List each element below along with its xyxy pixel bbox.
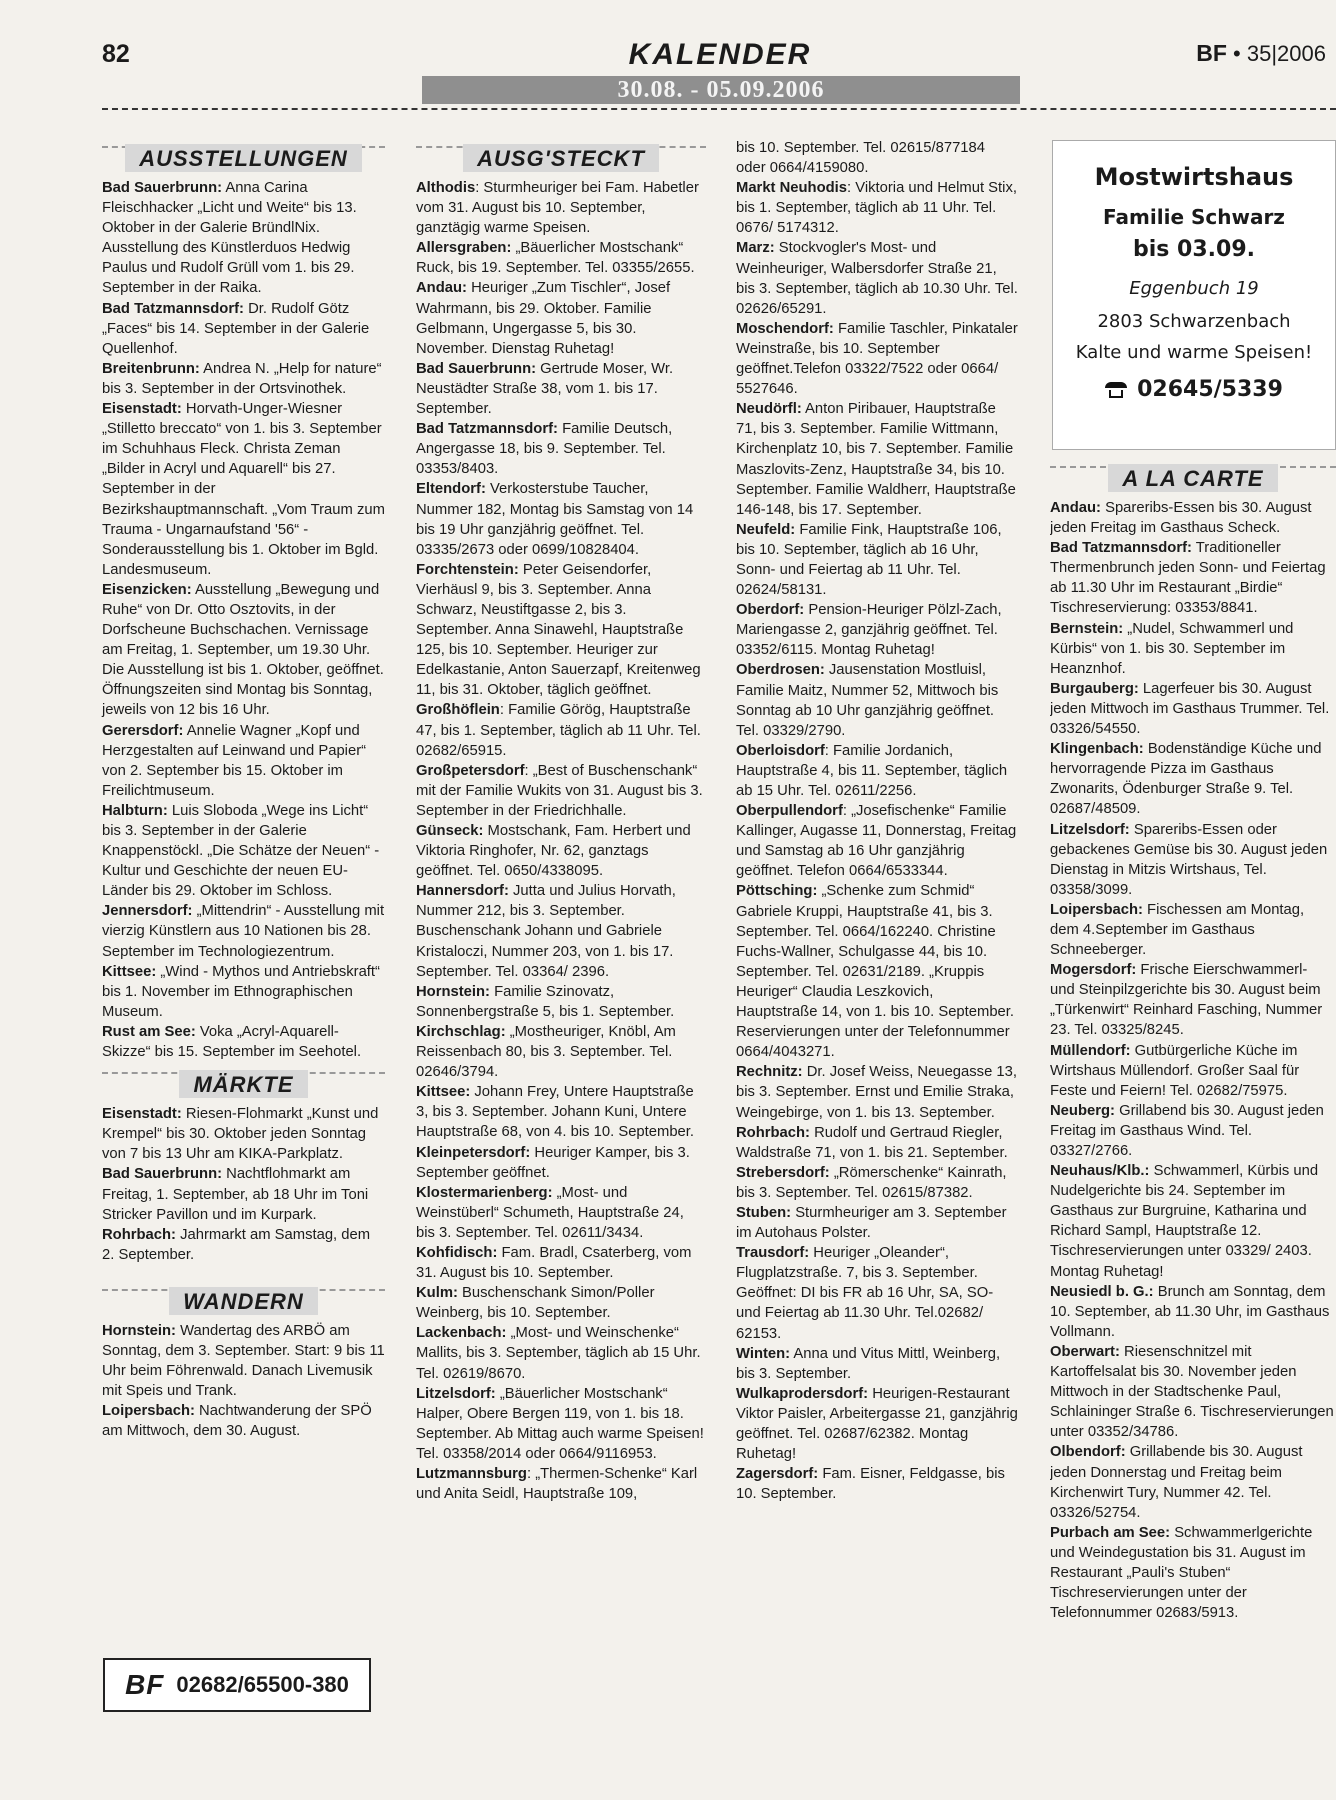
ausgsteckt-list bbox=[416, 178, 706, 1504]
list-item: Günseck: Mostschank, Fam. Herbert und Viktoria Ringhofer, Nr. 62, ganztags geöffnet. Tel. 0650/4338095. bbox=[416, 823, 691, 880]
list-item: Bad Tatzmannsdorf: Traditioneller Thermenbrunch jeden Sonn- und Feiertag ab 11.30 Uhr im Restaurant „Birdie“ Tischreservierung: 03353/8841. bbox=[1050, 540, 1326, 617]
list-item: Oberwart: Riesenschnitzel mit Kartoffelsalat bis 30. November jeden Mittwoch in der Stadtschenke Paul, Schlaininger Straße 6. Tischreservierungen unter 03352/34786. bbox=[1050, 1343, 1334, 1441]
list-item: Neuberg: Grillabend bis 30. August jeden Freitag im Gasthaus Wind. Tel. 03327/2766. bbox=[1050, 1102, 1324, 1159]
list-item: Hornstein: Familie Szinovatz, Sonnenbergstraße 5, bis 1. September. bbox=[416, 983, 675, 1020]
list-item: Kohfidisch: Fam. Bradl, Csaterberg, vom 31. August bis 10. September. bbox=[416, 1244, 692, 1282]
list-item: Bad Tatzmannsdorf: Dr. Rudolf Götz „Faces“ bis 14. September in der Galerie Quellenhof. bbox=[102, 300, 370, 357]
list-item: Loipersbach: Fischessen am Montag, dem 4.September im Gasthaus Schneeberger. bbox=[1050, 901, 1305, 959]
section-title-ausgsteckt: AUSG'STECKT bbox=[416, 144, 706, 174]
list-item: Purbach am See: Schwammerlgerichte und Weindegustation bis 31. August im Restaurant „Pauli's Stuben“ Tischreservierungen unter der Telefonnummer 02683/5913. bbox=[1050, 1524, 1313, 1622]
list-item: Halbturn: Luis Sloboda „Wege ins Licht“ bis 3. September in der Galerie Knappenstöckl. „Die Schätze der Neuen“ - Kultur und Geschichte der neuen EU-Länder bis 29. Oktober im Schloss. bbox=[102, 802, 380, 900]
list-item: Bad Sauerbrunn: Gertrude Moser, Wr. Neustädter Straße 38, vom 1. bis 17. September. bbox=[416, 360, 674, 418]
ausgsteckt-list-continued bbox=[736, 138, 1018, 1504]
ad-street: Eggenbuch 19 bbox=[1129, 278, 1259, 299]
ad-town: 2803 Schwarzenbach bbox=[1097, 311, 1291, 332]
ad-date: bis 03.09. bbox=[1133, 237, 1255, 262]
list-item: Bad Sauerbrunn: Anna Carina Fleischhacker „Licht und Weite“ bis 13. Oktober in der Galerie BründlNix. Ausstellung des Künstlerduos Hedwig Paulus und Rudolf Grüll vom 1. bis 29. September in der Raika. bbox=[102, 180, 357, 297]
list-item: Eisenstadt: Riesen-Flohmarkt „Kunst und Krempel“ bis 30. Oktober jeden Sonntag von 7 bis 13 Uhr am KIKA-Parkplatz. bbox=[102, 1106, 379, 1163]
list-item: Bad Tatzmannsdorf: Familie Deutsch, Angergasse 18, bis 9. September. Tel. 03353/8403. bbox=[416, 421, 673, 478]
bf-phone-number: 02682/65500-380 bbox=[176, 1672, 349, 1697]
list-item: Neusiedl b. G.: Brunch am Sonntag, dem 10. September, ab 11.30 Uhr, im Gasthaus Vollmann. bbox=[1050, 1283, 1330, 1340]
page-title: KALENDER bbox=[628, 38, 812, 71]
ausstellungen-list bbox=[102, 178, 385, 1062]
section-title-ausstellungen: AUSSTELLUNGEN bbox=[102, 144, 385, 174]
list-item: Marz: Stockvogler's Most- und Weinheuriger, Walbersdorfer Straße 21, bis 3. September, täglich ab 10.30 Uhr. Tel. 02626/65291. bbox=[736, 240, 1018, 317]
list-item: Forchtenstein: Peter Geisendorfer, Vierhäusl 9, bis 3. September. Anna Schwarz, Neustiftgasse 2, bis 3. September. Anna Sinawehl, Hauptstraße 125, bis 10. September. Heuriger zur Edelkastanie, Anton Sauerzapf, Kreitenweg 11, bis 31. Oktober, täglich geöffnet. bbox=[416, 561, 701, 699]
list-item: Klostermarienberg: „Most- und Weinstüberl“ Schumeth, Hauptstraße 24, bis 3. September. Tel. 02611/3434. bbox=[416, 1184, 684, 1241]
list-item: Neudörfl: Anton Piribauer, Hauptstraße 71, bis 3. September. Familie Wittmann, Kirchenplatz 10, bis 7. September. Familie Maszlovits-Zenz, Hauptstraße 34, bis 10. September. Familie Waldherr, Hauptstraße 146-148, bis 17. September. bbox=[736, 401, 1016, 518]
list-item: bis 10. September. Tel. 02615/877184 oder 0664/4159080. bbox=[736, 140, 985, 177]
list-item: Rust am See: Voka „Acryl-Aquarell-Skizze“ bis 15. September im Seehotel. bbox=[102, 1023, 362, 1061]
list-item: Wulkaprodersdorf: Heurigen-Restaurant Viktor Paisler, Arbeitergasse 21, ganzjährig geöffnet. Tel. 02687/62382. Montag Ruhetag! bbox=[736, 1385, 1018, 1463]
list-item: Stuben: Sturmheuriger am 3. September im Autohaus Polster. bbox=[736, 1204, 1007, 1242]
column-4 bbox=[1050, 136, 1336, 1776]
ad-title: Mostwirtshaus bbox=[1094, 163, 1294, 191]
list-item: Winten: Anna und Vitus Mittl, Weinberg, bis 3. September. bbox=[736, 1345, 1001, 1382]
wandern-list bbox=[102, 1321, 385, 1442]
list-item: Klingenbach: Bodenständige Küche und hervorragende Pizza im Gasthaus Zwonarits, Ödenburger Straße 9. Tel. 02687/48509. bbox=[1050, 741, 1322, 818]
list-item: Lutzmannsburg: „Thermen-Schenke“ Karl und Anita Seidl, Hauptstraße 109, bbox=[416, 1466, 698, 1503]
list-item: Bernstein: „Nudel, Schwammerl und Kürbis“ von 1. bis 30. September im Heanznhof. bbox=[1050, 620, 1294, 677]
list-item: Neufeld: Familie Fink, Hauptstraße 106, bis 10. September, täglich ab 16 Uhr, Sonn- und Feiertag ab 11 Uhr. Tel. 02624/58131. bbox=[736, 521, 1002, 599]
list-item: Kittsee: „Wind - Mythos und Antriebskraft“ bis 1. November im Ethnographischen Museum. bbox=[102, 963, 380, 1020]
list-item: Oberpullendorf: „Josefischenke“ Familie Kallinger, Augasse 11, Donnerstag, Freitag und Samstag ab 16 Uhr ganzjährig geöffnet. Telefon 0664/6533344. bbox=[736, 803, 1017, 880]
publication-logo: BF bbox=[1196, 40, 1227, 66]
list-item: Hornstein: Wandertag des ARBÖ am Sonntag, dem 3. September. Start: 9 bis 11 Uhr beim Föhrenwald. Danach Livemusik mit Speis und Trank. bbox=[102, 1322, 385, 1400]
list-item: Pöttsching: „Schenke zum Schmid“ Gabriele Kruppi, Hauptstraße 41, bis 3. September. Tel. 0664/162240. Christine Fuchs-Wallner, Schulgasse 44, bis 10. September. Tel. 02631/2189. „Kruppis Heuriger“ Claudia Leszkovich, Hauptstraße 14, von 1. bis 10. September. Reservierungen unter der Telefonnummer 0664/4043271. bbox=[736, 883, 1015, 1061]
date-range-band: 30.08. - 05.09.2006 bbox=[422, 76, 1020, 104]
list-item: Großpetersdorf: „Best of Buschenschank“ mit der Familie Wukits von 31. August bis 3. September in der Friedrichhalle. bbox=[416, 762, 703, 819]
a-la-carte-section bbox=[1050, 456, 1336, 1623]
ad-food: Kalte und warme Speisen! bbox=[1075, 342, 1313, 363]
column-1 bbox=[102, 136, 385, 1441]
list-item: Hannersdorf: Jutta und Julius Horvath, Nummer 212, bis 3. September. Buschenschank Johann und Gabriele Kristaloczi, Nummer 203, von 1. bis 17. September. Tel. 03364/ 2396. bbox=[416, 883, 676, 980]
list-item: Kleinpetersdorf: Heuriger Kamper, bis 3. September geöffnet. bbox=[416, 1144, 690, 1181]
list-item: Müllendorf: Gutbürgerliche Küche im Wirtshaus Müllendorf. Großer Saal für Feste und Feiern! Tel. 02682/75975. bbox=[1050, 1042, 1300, 1099]
list-item: Oberdorf: Pension-Heuriger Pölzl-Zach, Mariengasse 2, ganzjährig geöffnet. Tel. 03352/6115. Montag Ruhetag! bbox=[736, 602, 1002, 659]
section-title-a-la-carte: A LA CARTE bbox=[1050, 464, 1336, 494]
list-item: Zagersdorf: Fam. Eisner, Feldgasse, bis 10. September. bbox=[736, 1466, 1005, 1503]
ad-phone: 02645/5339 bbox=[1137, 377, 1283, 402]
list-item: Jennersdorf: „Mittendrin“ - Ausstellung mit vierzig Künstlern aus 10 Nationen bis 28. September im Technologiezentrum. bbox=[102, 903, 385, 960]
list-item: Oberdrosen: Jausenstation Mostluisl, Familie Maitz, Nummer 52, Mittwoch bis Sonntag ab 10 Uhr ganzjährig geöffnet. Tel. 03329/2790. bbox=[736, 662, 999, 739]
section-title-maerkte: MÄRKTE bbox=[102, 1070, 385, 1100]
list-item: Mogersdorf: Frische Eierschwammerl- und Steinpilzgerichte bis 30. August beim „Türkenwirt“ Reinhard Fasching, Nummer 23. Tel. 03325/8245. bbox=[1050, 962, 1323, 1039]
list-item: Eisenzicken: Ausstellung „Bewegung und Ruhe“ von Dr. Otto Osztovits, in der Dorfscheune Buchschachen. Vernissage am Freitag, 1. September, um 19.30 Uhr. Die Ausstellung ist bis 1. Oktober, geöffnet. Öffnungszeiten sind Montag bis Sonntag, jeweils von 12 bis 16 Uhr. bbox=[102, 581, 384, 719]
bf-contact-box bbox=[103, 1658, 371, 1712]
list-item: Loipersbach: Nachtwanderung der SPÖ am Mittwoch, dem 30. August. bbox=[102, 1403, 372, 1440]
bf-logo: BF bbox=[125, 1669, 165, 1700]
list-item: Trausdorf: Heuriger „Oleander“, Flugplatzstraße. 7, bis 3. September. Geöffnet: DI bis FR ab 16 Uhr, SA, SO- und Feiertag ab 11.30 Uhr. Tel.02682/ 62153. bbox=[736, 1245, 994, 1342]
list-item: Eltendorf: Verkosterstube Taucher, Nummer 182, Montag bis Samstag von 14 bis 19 Uhr ganzjährig geöffnet. Tel. 03335/2673 oder 0699/10828404. bbox=[416, 481, 694, 558]
list-item: Rechnitz: Dr. Josef Weiss, Neuegasse 13, bis 3. September. Ernst und Emilie Straka, Weingebirge, von 1. bis 13. September. bbox=[736, 1064, 1017, 1121]
list-item: Rohrbach: Jahrmarkt am Samstag, dem 2. September. bbox=[102, 1226, 371, 1263]
maerkte-list bbox=[102, 1104, 385, 1265]
header-divider bbox=[102, 108, 1336, 110]
list-item: Lackenbach: „Most- und Weinschenke“ Mallits, bis 3. September, täglich ab 15 Uhr. Tel. 02619/8670. bbox=[416, 1325, 701, 1382]
list-item: Strebersdorf: „Römerschenke“ Kainrath, bis 3. September. Tel. 02615/87382. bbox=[736, 1164, 1007, 1201]
list-item: Neuhaus/Klb.: Schwammerl, Kürbis und Nudelgerichte bis 24. September im Gasthaus zur Burgruine, Katharina und Richard Sampl, Hauptstraße 12. Tischreservierungen unter 03329/ 2403. Montag Ruhetag! bbox=[1050, 1163, 1319, 1280]
list-item: Kulm: Buschenschank Simon/Poller Weinberg, bis 10. September. bbox=[416, 1285, 655, 1322]
list-item: Andau: Heuriger „Zum Tischler“, Josef Wahrmann, bis 29. Oktober. Familie Gelbmann, Ungergasse 5, bis 30. November. Dienstag Ruhetag! bbox=[416, 280, 671, 357]
section-title-wandern: WANDERN bbox=[102, 1287, 385, 1317]
list-item: Breitenbrunn: Andrea N. „Help for nature“ bis 3. September in der Ortsvinothek. bbox=[102, 360, 382, 397]
list-item: Bad Sauerbrunn: Nachtflohmarkt am Freitag, 1. September, ab 18 Uhr im Toni Stricker Pavillon und im Kurpark. bbox=[102, 1166, 369, 1223]
list-item: Burgauberg: Lagerfeuer bis 30. August jeden Mittwoch im Gasthaus Trummer. Tel. 03326/54550. bbox=[1050, 680, 1330, 738]
list-item: Großhöflein: Familie Görög, Hauptstraße 47, bis 1. September, täglich ab 11 Uhr. Tel. 02682/65915. bbox=[416, 702, 701, 759]
list-item: Markt Neuhodis: Viktoria und Helmut Stix, bis 1. September, täglich ab 11 Uhr. Tel. 0676/ 5174312. bbox=[736, 180, 1017, 237]
page-number: 82 bbox=[102, 40, 130, 68]
list-item: Andau: Spareribs-Essen bis 30. August jeden Freitag im Gasthaus Scheck. bbox=[1050, 500, 1312, 537]
list-item: Olbendorf: Grillabende bis 30. August jeden Donnerstag und Freitag beim Kirchenwirt Tury, Nummer 42. Tel. 03326/52754. bbox=[1050, 1444, 1303, 1521]
list-item: Gerersdorf: Annelie Wagner „Kopf und Herzgestalten auf Leinwand und Papier“ von 2. September bis 15. Oktober im Freilichtmuseum. bbox=[102, 722, 367, 799]
page-header bbox=[0, 0, 1336, 112]
issue-separator: • bbox=[1233, 41, 1247, 66]
list-item: Kirchschlag: „Mostheuriger, Knöbl, Am Reissenbach 80, bis 3. September. Tel. 02646/3794. bbox=[416, 1023, 676, 1081]
issue-info bbox=[1196, 40, 1326, 67]
list-item: Althodis: Sturmheuriger bei Fam. Habetler vom 31. August bis 10. September, ganztägig warme Speisen. bbox=[416, 180, 699, 237]
column-2 bbox=[416, 136, 706, 1504]
list-item: Rohrbach: Rudolf und Gertraud Riegler, Waldstraße 71, von 1. bis 21. September. bbox=[736, 1124, 1008, 1161]
list-item: Allersgraben: „Bäuerlicher Mostschank“ Ruck, bis 19. September. Tel. 03355/2655. bbox=[416, 240, 695, 277]
list-item: Kittsee: Johann Frey, Untere Hauptstraße 3, bis 3. September. Johann Kuni, Untere Hauptstraße 68, von 4. bis 10. September. bbox=[416, 1084, 695, 1141]
issue-number: 35|2006 bbox=[1246, 41, 1326, 66]
list-item: Eisenstadt: Horvath-Unger-Wiesner „Stilletto breccato“ von 1. bis 3. September im Schuhhaus Fleck. Christa Zeman „Bilder in Acryl und Aquarell“ bis 27. September in der Bezirkshauptmannschaft. „Vom Traum zum Trauma - Ungarnaufstand '56“ - Sonderausstellung bis 1. Oktober im Bgld. Landesmuseum. bbox=[102, 401, 385, 578]
ad-family: Familie Schwarz bbox=[1103, 205, 1285, 229]
list-item: Moschendorf: Familie Taschler, Pinkataler Weinstraße, bis 10. September geöffnet.Telefon 03322/7522 oder 0664/ 5527646. bbox=[736, 320, 1018, 398]
column-3 bbox=[736, 138, 1018, 1504]
list-item: Oberloisdorf: Familie Jordanich, Hauptstraße 4, bis 11. September, täglich ab 15 Uhr. Tel. 02611/2256. bbox=[736, 742, 1008, 799]
a-la-carte-list bbox=[1050, 498, 1336, 1623]
list-item: Litzelsdorf: Spareribs-Essen oder gebackenes Gemüse bis 30. August jeden Dienstag in Mitzis Wirtshaus, Tel. 03358/3099. bbox=[1050, 821, 1328, 898]
list-item: Litzelsdorf: „Bäuerlicher Mostschank“ Halper, Obere Bergen 119, von 1. bis 18. September. Ab Mittag auch warme Speisen! Tel. 03358/2014 oder 0664/9116953. bbox=[416, 1385, 704, 1462]
